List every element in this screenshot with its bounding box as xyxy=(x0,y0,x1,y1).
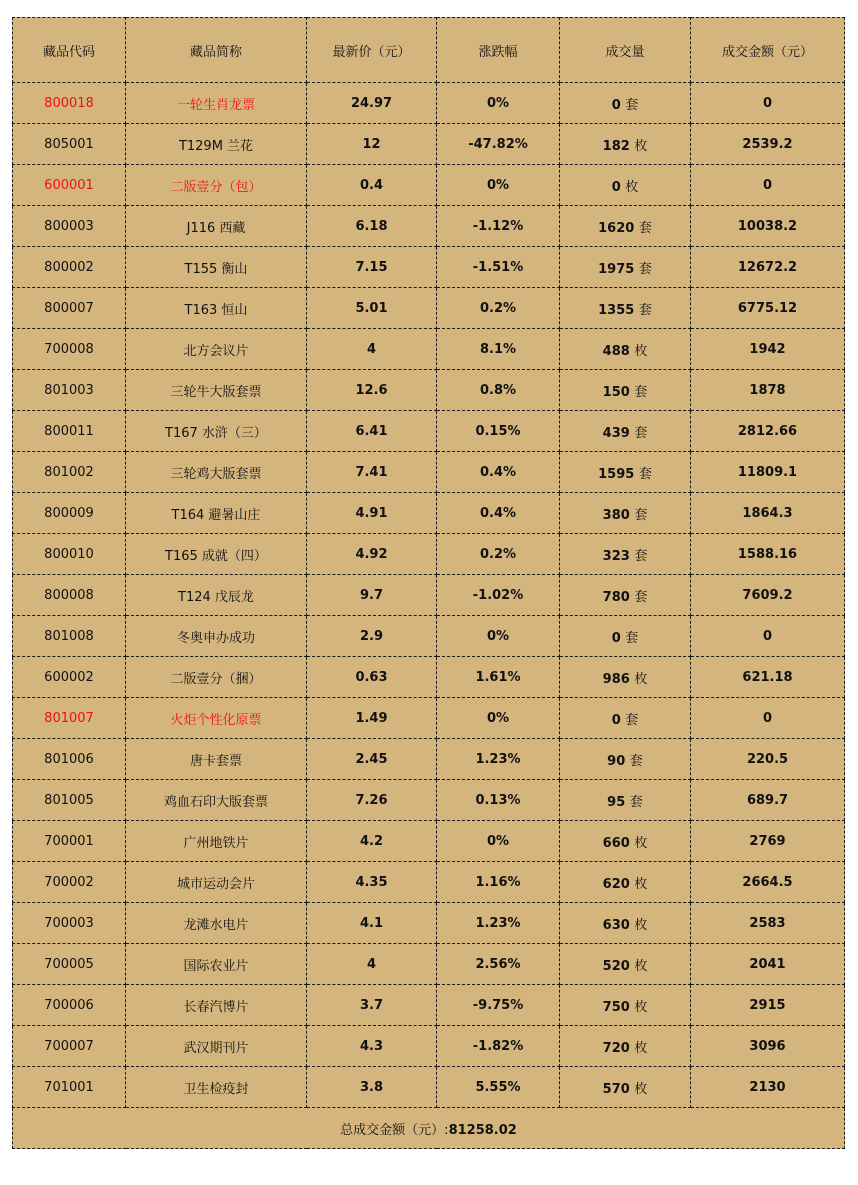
trade-volume xyxy=(560,206,691,247)
trade-volume xyxy=(560,1067,691,1108)
volume-value: 720 xyxy=(602,1040,630,1056)
item-code: 805001 xyxy=(13,124,126,165)
trade-volume xyxy=(560,862,691,903)
item-name: T155 衡山 xyxy=(126,247,307,288)
item-name: 城市运动会片 xyxy=(126,862,307,903)
item-code: 800018 xyxy=(13,83,126,124)
latest-price: 6.41 xyxy=(307,411,437,452)
table-row xyxy=(13,616,845,657)
volume-unit: 套 xyxy=(629,753,643,769)
table-row xyxy=(13,452,845,493)
volume-unit: 枚 xyxy=(634,671,648,687)
latest-price: 24.97 xyxy=(307,83,437,124)
item-code: 800010 xyxy=(13,534,126,575)
trade-amount: 2583 xyxy=(691,903,845,944)
item-code: 801002 xyxy=(13,452,126,493)
trade-volume xyxy=(560,985,691,1026)
trade-volume xyxy=(560,452,691,493)
latest-price: 2.9 xyxy=(307,616,437,657)
volume-value: 323 xyxy=(602,548,630,564)
volume-unit: 枚 xyxy=(634,876,648,892)
item-code: 800009 xyxy=(13,493,126,534)
trade-volume xyxy=(560,370,691,411)
table-row xyxy=(13,903,845,944)
volume-unit: 枚 xyxy=(634,958,648,974)
volume-value: 0 xyxy=(611,630,621,646)
trade-amount: 2812.66 xyxy=(691,411,845,452)
price-change: 1.16% xyxy=(437,862,560,903)
trade-volume xyxy=(560,1026,691,1067)
header-volume: 成交量 xyxy=(560,18,691,83)
item-name: T167 水浒（三） xyxy=(126,411,307,452)
trade-volume xyxy=(560,534,691,575)
trade-amount: 2915 xyxy=(691,985,845,1026)
item-code: 600001 xyxy=(13,165,126,206)
volume-value: 986 xyxy=(602,671,630,687)
price-change: -47.82% xyxy=(437,124,560,165)
volume-value: 1355 xyxy=(598,302,635,318)
volume-unit: 枚 xyxy=(634,138,648,154)
volume-unit: 套 xyxy=(634,384,648,400)
table-row xyxy=(13,780,845,821)
market-table xyxy=(12,17,845,1149)
item-code: 701001 xyxy=(13,1067,126,1108)
price-change: 0.2% xyxy=(437,288,560,329)
trade-amount: 0 xyxy=(691,165,845,206)
table-row xyxy=(13,411,845,452)
item-code: 800007 xyxy=(13,288,126,329)
table-row xyxy=(13,821,845,862)
trade-amount: 6775.12 xyxy=(691,288,845,329)
latest-price: 4.35 xyxy=(307,862,437,903)
latest-price: 2.45 xyxy=(307,739,437,780)
item-code: 801003 xyxy=(13,370,126,411)
trade-volume xyxy=(560,903,691,944)
table-row xyxy=(13,124,845,165)
price-change: 0% xyxy=(437,821,560,862)
volume-value: 520 xyxy=(602,958,630,974)
trade-volume xyxy=(560,739,691,780)
footer-row xyxy=(13,1108,845,1149)
volume-value: 0 xyxy=(611,179,621,195)
item-code: 801005 xyxy=(13,780,126,821)
table-row xyxy=(13,739,845,780)
latest-price: 4 xyxy=(307,329,437,370)
trade-amount: 7609.2 xyxy=(691,575,845,616)
item-code: 800003 xyxy=(13,206,126,247)
price-change: 0.4% xyxy=(437,452,560,493)
volume-value: 95 xyxy=(607,794,626,810)
table-row xyxy=(13,83,845,124)
volume-value: 750 xyxy=(602,999,630,1015)
item-code: 800002 xyxy=(13,247,126,288)
item-name: 鸡血石印大版套票 xyxy=(126,780,307,821)
table-row xyxy=(13,1067,845,1108)
volume-value: 488 xyxy=(602,343,630,359)
table-row xyxy=(13,165,845,206)
latest-price: 4.1 xyxy=(307,903,437,944)
latest-price: 12 xyxy=(307,124,437,165)
volume-unit: 枚 xyxy=(634,1040,648,1056)
item-code: 801007 xyxy=(13,698,126,739)
header-row xyxy=(13,18,845,83)
item-code: 700007 xyxy=(13,1026,126,1067)
trade-volume xyxy=(560,657,691,698)
item-code: 700002 xyxy=(13,862,126,903)
item-code: 801006 xyxy=(13,739,126,780)
volume-value: 660 xyxy=(602,835,630,851)
latest-price: 7.15 xyxy=(307,247,437,288)
volume-unit: 套 xyxy=(638,261,652,277)
trade-amount: 621.18 xyxy=(691,657,845,698)
latest-price: 1.49 xyxy=(307,698,437,739)
trade-volume xyxy=(560,944,691,985)
latest-price: 4.3 xyxy=(307,1026,437,1067)
latest-price: 7.26 xyxy=(307,780,437,821)
header-amount: 成交金额（元） xyxy=(691,18,845,83)
table-row xyxy=(13,698,845,739)
header-name: 藏品简称 xyxy=(126,18,307,83)
table-footer xyxy=(13,1108,845,1149)
table-row xyxy=(13,534,845,575)
trade-volume xyxy=(560,698,691,739)
trade-amount: 0 xyxy=(691,83,845,124)
price-change: 0% xyxy=(437,698,560,739)
latest-price: 4.92 xyxy=(307,534,437,575)
volume-unit: 套 xyxy=(634,548,648,564)
volume-value: 150 xyxy=(602,384,630,400)
trade-volume xyxy=(560,247,691,288)
volume-unit: 枚 xyxy=(625,179,639,195)
price-change: 1.61% xyxy=(437,657,560,698)
latest-price: 4.91 xyxy=(307,493,437,534)
trade-volume xyxy=(560,288,691,329)
trade-amount: 2539.2 xyxy=(691,124,845,165)
latest-price: 0.4 xyxy=(307,165,437,206)
item-code: 700006 xyxy=(13,985,126,1026)
volume-unit: 枚 xyxy=(634,343,648,359)
latest-price: 3.8 xyxy=(307,1067,437,1108)
item-code: 700003 xyxy=(13,903,126,944)
trade-amount: 2664.5 xyxy=(691,862,845,903)
trade-volume xyxy=(560,329,691,370)
table-row xyxy=(13,370,845,411)
table-row xyxy=(13,657,845,698)
trade-amount: 0 xyxy=(691,698,845,739)
price-change: 1.23% xyxy=(437,903,560,944)
volume-unit: 套 xyxy=(638,302,652,318)
volume-value: 570 xyxy=(602,1081,630,1097)
price-change: -1.51% xyxy=(437,247,560,288)
price-change: 0.15% xyxy=(437,411,560,452)
volume-unit: 枚 xyxy=(634,1081,648,1097)
item-code: 700001 xyxy=(13,821,126,862)
latest-price: 12.6 xyxy=(307,370,437,411)
trade-volume xyxy=(560,165,691,206)
item-code: 801008 xyxy=(13,616,126,657)
trade-amount: 2041 xyxy=(691,944,845,985)
total-amount-cell xyxy=(13,1108,845,1149)
trade-volume xyxy=(560,83,691,124)
volume-value: 780 xyxy=(602,589,630,605)
item-name: 冬奥申办成功 xyxy=(126,616,307,657)
table-body xyxy=(13,83,845,1108)
price-change: -1.12% xyxy=(437,206,560,247)
trade-volume xyxy=(560,575,691,616)
latest-price: 6.18 xyxy=(307,206,437,247)
table-row xyxy=(13,575,845,616)
table-row xyxy=(13,493,845,534)
volume-unit: 枚 xyxy=(634,835,648,851)
volume-value: 0 xyxy=(611,712,621,728)
volume-unit: 套 xyxy=(634,425,648,441)
volume-value: 1620 xyxy=(598,220,635,236)
item-name: T124 戊辰龙 xyxy=(126,575,307,616)
price-change: 0.4% xyxy=(437,493,560,534)
volume-value: 439 xyxy=(602,425,630,441)
price-change: 8.1% xyxy=(437,329,560,370)
item-code: 700005 xyxy=(13,944,126,985)
trade-amount: 1588.16 xyxy=(691,534,845,575)
latest-price: 3.7 xyxy=(307,985,437,1026)
trade-volume xyxy=(560,821,691,862)
trade-volume xyxy=(560,124,691,165)
item-code: 800011 xyxy=(13,411,126,452)
table-row xyxy=(13,206,845,247)
volume-value: 630 xyxy=(602,917,630,933)
total-amount-value: 81258.02 xyxy=(448,1122,517,1138)
table-row xyxy=(13,985,845,1026)
volume-value: 90 xyxy=(607,753,626,769)
price-change: 2.56% xyxy=(437,944,560,985)
table-row xyxy=(13,247,845,288)
trade-amount: 3096 xyxy=(691,1026,845,1067)
price-change: 5.55% xyxy=(437,1067,560,1108)
header-change: 涨跌幅 xyxy=(437,18,560,83)
item-name: J116 西藏 xyxy=(126,206,307,247)
item-code: 800008 xyxy=(13,575,126,616)
table-row xyxy=(13,1026,845,1067)
total-amount-label: 总成交金额（元）: xyxy=(340,1122,449,1138)
volume-unit: 套 xyxy=(638,220,652,236)
trade-amount: 220.5 xyxy=(691,739,845,780)
item-name: 三轮鸡大版套票 xyxy=(126,452,307,493)
item-name: 三轮牛大版套票 xyxy=(126,370,307,411)
trade-volume xyxy=(560,780,691,821)
item-name: 国际农业片 xyxy=(126,944,307,985)
trade-volume xyxy=(560,616,691,657)
trade-amount: 2130 xyxy=(691,1067,845,1108)
table-row xyxy=(13,944,845,985)
price-change: 0.13% xyxy=(437,780,560,821)
trade-amount: 10038.2 xyxy=(691,206,845,247)
item-name: 北方会议片 xyxy=(126,329,307,370)
volume-unit: 枚 xyxy=(634,917,648,933)
item-name: 长春汽博片 xyxy=(126,985,307,1026)
item-name: T129M 兰花 xyxy=(126,124,307,165)
item-name: T165 成就（四） xyxy=(126,534,307,575)
header-code: 藏品代码 xyxy=(13,18,126,83)
trade-amount: 1864.3 xyxy=(691,493,845,534)
trade-volume xyxy=(560,493,691,534)
volume-unit: 套 xyxy=(625,97,639,113)
volume-unit: 套 xyxy=(625,630,639,646)
item-name: 火炬个性化原票 xyxy=(126,698,307,739)
latest-price: 4 xyxy=(307,944,437,985)
price-change: 1.23% xyxy=(437,739,560,780)
table-row xyxy=(13,288,845,329)
latest-price: 9.7 xyxy=(307,575,437,616)
volume-value: 380 xyxy=(602,507,630,523)
price-change: 0% xyxy=(437,616,560,657)
item-name: 武汉期刊片 xyxy=(126,1026,307,1067)
trade-amount: 1878 xyxy=(691,370,845,411)
trade-amount: 689.7 xyxy=(691,780,845,821)
item-name: T164 避暑山庄 xyxy=(126,493,307,534)
item-name: 龙滩水电片 xyxy=(126,903,307,944)
item-name: 广州地铁片 xyxy=(126,821,307,862)
table-row xyxy=(13,862,845,903)
trade-amount: 2769 xyxy=(691,821,845,862)
trade-amount: 12672.2 xyxy=(691,247,845,288)
price-change: -9.75% xyxy=(437,985,560,1026)
header-price: 最新价（元） xyxy=(307,18,437,83)
item-name: 卫生检疫封 xyxy=(126,1067,307,1108)
item-name: T163 恒山 xyxy=(126,288,307,329)
price-change: 0.8% xyxy=(437,370,560,411)
item-code: 600002 xyxy=(13,657,126,698)
price-change: 0% xyxy=(437,165,560,206)
item-name: 一轮生肖龙票 xyxy=(126,83,307,124)
price-change: 0.2% xyxy=(437,534,560,575)
volume-unit: 套 xyxy=(638,466,652,482)
table-header xyxy=(13,18,845,83)
volume-unit: 套 xyxy=(625,712,639,728)
volume-unit: 套 xyxy=(629,794,643,810)
item-name: 二版壹分（捆） xyxy=(126,657,307,698)
item-code: 700008 xyxy=(13,329,126,370)
item-name: 二版壹分（包） xyxy=(126,165,307,206)
volume-value: 1975 xyxy=(598,261,635,277)
trade-amount: 0 xyxy=(691,616,845,657)
volume-value: 620 xyxy=(602,876,630,892)
trade-amount: 1942 xyxy=(691,329,845,370)
table-row xyxy=(13,329,845,370)
volume-value: 1595 xyxy=(598,466,635,482)
volume-unit: 套 xyxy=(634,589,648,605)
volume-unit: 套 xyxy=(634,507,648,523)
trade-amount: 11809.1 xyxy=(691,452,845,493)
volume-value: 182 xyxy=(602,138,630,154)
latest-price: 0.63 xyxy=(307,657,437,698)
item-name: 唐卡套票 xyxy=(126,739,307,780)
volume-unit: 枚 xyxy=(634,999,648,1015)
latest-price: 5.01 xyxy=(307,288,437,329)
price-change: 0% xyxy=(437,83,560,124)
price-change: -1.02% xyxy=(437,575,560,616)
volume-value: 0 xyxy=(611,97,621,113)
price-change: -1.82% xyxy=(437,1026,560,1067)
latest-price: 4.2 xyxy=(307,821,437,862)
latest-price: 7.41 xyxy=(307,452,437,493)
trade-volume xyxy=(560,411,691,452)
